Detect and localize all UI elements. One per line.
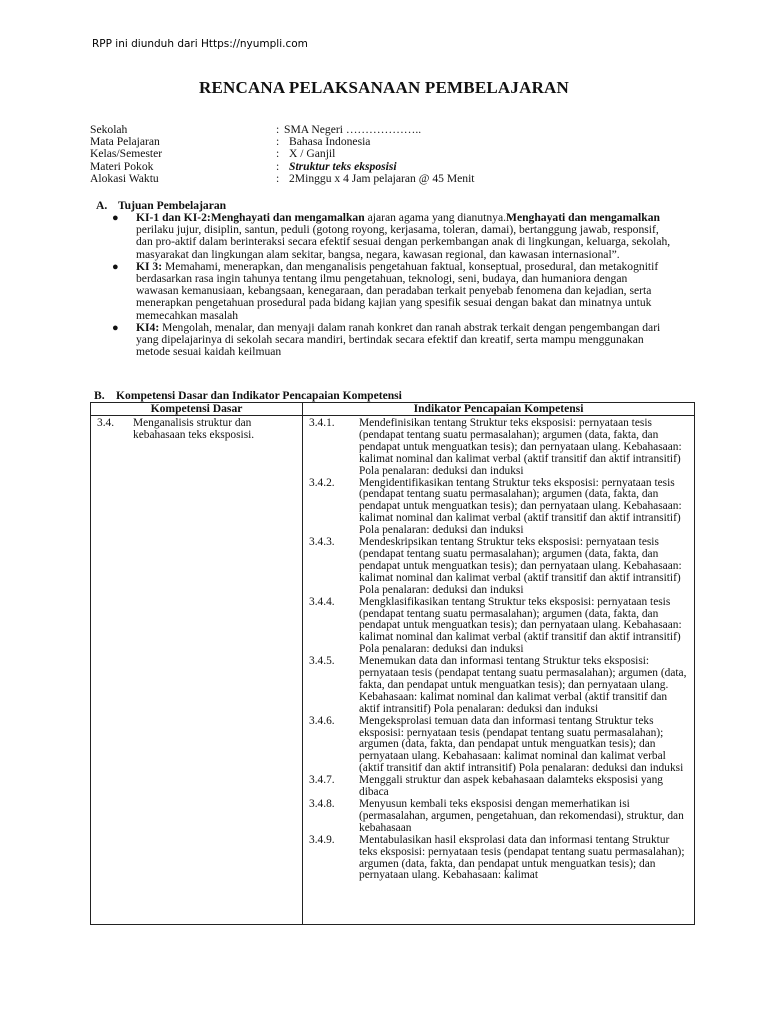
indicator-item (309, 656, 690, 716)
meta-colon: : (276, 159, 280, 173)
section-letter: B. (94, 389, 105, 402)
meta-value: Struktur teks eksposisi (289, 159, 397, 173)
meta-colon: : (276, 123, 280, 136)
bullet-icon: ● (112, 260, 119, 273)
table-row (91, 416, 695, 925)
competency-table (90, 402, 695, 925)
meta-colon: : (276, 147, 280, 161)
indicator-text: Menyusun kembali teks eksposisi dengan memerhatikan isi (permasalahan, argumen, pengetahuan, dan rekomendasi), struktur, dan kebahasaan (359, 798, 684, 834)
meta-label: Mata Pelajaran (90, 135, 160, 149)
indicator-number: 3.4.5. (309, 655, 335, 668)
indicator-item (309, 537, 690, 597)
kd-cell (91, 416, 303, 925)
goal-item-ki1-ki2 (112, 212, 672, 261)
meta-value: SMA Negeri ……………….. (284, 123, 422, 136)
indicator-item (309, 597, 690, 657)
goal-text: Memahami, menerapkan, dan menganalisis pengetahuan faktual, konseptual, prosedural, dan metakognitif berdasarkan rasa ingin tahunya tentang ilmu pengetahuan, teknologi, seni, budaya, dan humaniora dengan wawasan kemanusiaan, kebangsaan, kenegaraan, dan peradaban terkait penyebab fenomena dan kejadian, serta menerapkan pengetahuan prosedural pada bidang kajian yang spesifik sesuai dengan bakat dan minatnya untuk memecahkan masalah (136, 259, 659, 322)
goal-lead: KI4: (136, 320, 160, 334)
goal-lead: Menghayati dan mengamalkan (506, 211, 660, 224)
goal-text: Mengolah, menalar, dan menyaji dalam ranah konkret dan ranah abstrak terkait dengan pengembangan dari yang dipelajarinya di sekolah secara mandiri, bertindak secara efektif dan kreatif, serta mampu menggunakan metode sesuai kaidah keilmuan (136, 320, 661, 359)
indicator-number: 3.4.4. (309, 595, 335, 608)
bullet-icon: ● (112, 321, 119, 334)
indicator-number: 3.4.6. (309, 714, 335, 727)
kd-text: Menganalisis struktur dan kebahasaan teks eksposisi. (133, 417, 255, 441)
goal-item-ki3 (112, 261, 672, 322)
indicator-text: Mendefinisikan tentang Struktur teks eksposisi: pernyataan tesis (pendapat tentang suatu permasalahan); argumen (data, fakta, dan pendapat untuk menguatkan tesis); dan pernyataan ulang. Kebahasaan: kalimat nominal dan kalimat verbal (aktif transitif dan aktif intransitif) Pola penalaran: deduksi dan induksi (359, 417, 682, 477)
indicator-item (309, 799, 690, 835)
indicator-number: 3.4.1. (309, 417, 335, 429)
indicator-text: Mentabulasikan hasil eksprolasi data dan informasi tentang Struktur teks eksposisi: pernyataan tesis (pendapat tentang suatu permasalahan); argumen (data, fakta, dan pendapat untuk menguatkan tesis); dan pernyataan ulang. Kebahasaan: kalimat (359, 833, 685, 882)
indicator-text: Menggali struktur dan aspek kebahasaan dalamteks eksposisi yang dibaca (359, 774, 663, 799)
source-note: RPP ini diunduh dari Https://nyumpli.com (92, 38, 308, 50)
indicator-text: Mengklasifikasikan tentang Struktur teks eksposisi: pernyataan tesis (pendapat tentang suatu permasalahan); argumen (data, fakta, dan pendapat untuk menguatkan tesis); dan pernyataan ulang. Kebahasaan: kalimat nominal dan kalimat verbal (aktif transitif dan aktif intransitif) Pola penalaran: deduksi dan induksi (359, 595, 682, 656)
indicator-text: Menemukan data dan informasi tentang Struktur teks eksposisi: pernyataan tesis (pendapat tentang suatu permasalahan); argumen (data, fakta, dan pendapat untuk menguatkan tesis); dan pernyataan ulang. Kebahasaan: kalimat nominal dan kalimat verbal (aktif transitif dan aktif intransitif) Pola penalaran: deduksi dan induksi (359, 655, 687, 715)
indicator-item (309, 716, 690, 776)
kd-number: 3.4. (97, 417, 115, 429)
section-title: Tujuan Pembelajaran (118, 199, 227, 212)
column-header: Indikator Pencapaian Kompetensi (303, 403, 695, 416)
table-header-row (91, 403, 695, 416)
indicator-cell (303, 416, 695, 925)
meta-label: Materi Pokok (90, 159, 154, 173)
meta-colon: : (276, 135, 280, 149)
section-b-heading (94, 389, 402, 402)
indicator-item (309, 835, 690, 883)
indicator-number: 3.4.8. (309, 798, 335, 810)
meta-colon: : (276, 171, 280, 185)
goal-lead: KI 3: (136, 259, 163, 273)
goal-lead: KI-1 dan KI-2:Menghayati dan mengamalkan (136, 211, 365, 224)
bullet-icon: ● (112, 212, 119, 224)
indicator-item (309, 418, 690, 478)
section-title: Kompetensi Dasar dan Indikator Pencapaian Kompetensi (116, 389, 402, 402)
indicator-number: 3.4.7. (309, 774, 335, 787)
indicator-number: 3.4.2. (309, 476, 335, 489)
meta-label: Sekolah (90, 123, 128, 136)
meta-row-topic (90, 161, 475, 173)
indicator-text: Mendeskripsikan tentang Struktur teks eksposisi: pernyataan tesis (pendapat tentang suatu permasalahan); argumen (data, fakta, dan pendapat untuk menguatkan tesis); dan pernyataan ulang. Kebahasaan: kalimat nominal dan kalimat verbal (aktif transitif dan aktif intransitif) Pola penalaran: deduksi dan induksi (359, 536, 682, 596)
indicator-text: Mengeksprolasi temuan data dan informasi tentang Struktur teks eksposisi: pernyataan tesis (pendapat tentang suatu permasalahan); argumen (data, fakta, dan pendapat untuk menguatkan tesis); dan pernyataan ulang. Kebahasaan: kalimat nominal dan kalimat verbal (aktif transitif dan aktif intransitif) Pola penalaran: deduksi dan induksi (359, 714, 684, 775)
meta-row-class (90, 148, 475, 160)
goal-text: perilaku jujur, disiplin, santun, peduli (gotong royong, kerjasama, toleran, damai), bertanggung jawab, responsif, dan pro-aktif dalam berinteraksi secara efektif sesuai dengan perkembangan anak di lingkungan, keluarga, sekolah, masyarakat dan lingkungan alam sekitar, bangsa, negara, kawasan regional, dan kawasan internasional”. (136, 223, 671, 261)
identity-block (90, 124, 475, 185)
column-header: Kompetensi Dasar (91, 403, 303, 416)
goal-text: ajaran agama yang dianutnya. (364, 211, 507, 224)
meta-value: 2Minggu x 4 Jam pelajaran @ 45 Menit (289, 171, 475, 185)
meta-label: Alokasi Waktu (90, 171, 159, 185)
goal-item-ki4 (112, 322, 672, 359)
indicator-text: Mengidentifikasikan tentang Struktur teks eksposisi: pernyataan tesis (pendapat tentang suatu permasalahan); argumen (data, fakta, dan pendapat untuk menguatkan tesis); dan pernyataan ulang. Kebahasaan: kalimat nominal dan kalimat verbal (aktif transitif dan aktif intransitif) Pola penalaran: deduksi dan induksi (359, 476, 682, 537)
indicator-number: 3.4.9. (309, 833, 335, 846)
meta-row-time (90, 173, 475, 185)
section-letter: A. (96, 199, 108, 212)
meta-value: X / Ganjil (289, 147, 336, 161)
meta-label: Kelas/Semester (90, 147, 163, 161)
document-title: RENCANA PELAKSANAAN PEMBELAJARAN (198, 78, 570, 97)
indicator-item (309, 775, 690, 799)
indicator-item (309, 478, 690, 538)
goals-list (112, 212, 672, 358)
meta-value: Bahasa Indonesia (289, 135, 371, 149)
indicator-number: 3.4.3. (309, 536, 335, 549)
